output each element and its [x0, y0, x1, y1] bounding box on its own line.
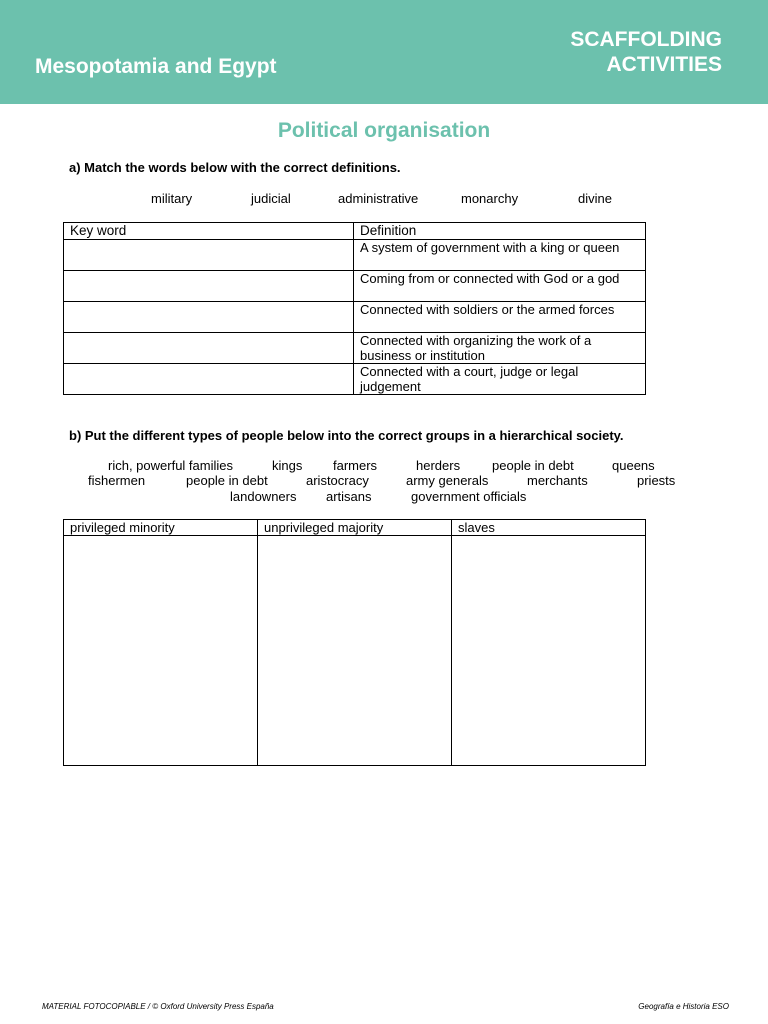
- word-bank-a-item: administrative: [338, 191, 419, 206]
- word-bank-b-item: merchants: [527, 473, 588, 488]
- word-bank-b-item: artisans: [326, 489, 372, 504]
- key-word-cell[interactable]: [64, 333, 354, 364]
- definition-cell: Connected with a court, judge or legal judgement: [354, 364, 646, 395]
- section-label-line2: ACTIVITIES: [606, 53, 722, 76]
- table-row: [64, 240, 646, 271]
- footer-copyright: MATERIAL FOTOCOPIABLE / © Oxford University Press España: [42, 1002, 274, 1011]
- unit-title: Mesopotamia and Egypt: [35, 55, 277, 78]
- definition-cell: A system of government with a king or queen: [354, 240, 646, 271]
- word-bank-a-item: monarchy: [461, 191, 519, 206]
- word-bank-a-item: military: [151, 191, 193, 206]
- header-banner: [0, 0, 768, 104]
- unprivileged-majority-cell[interactable]: [258, 536, 452, 766]
- table-header-row: [64, 520, 646, 536]
- word-bank-b-item: queens: [612, 458, 655, 473]
- key-word-cell[interactable]: [64, 364, 354, 395]
- footer-subject: Geografía e Historia ESO: [638, 1002, 729, 1011]
- part-b-instruction: b) Put the different types of people below into the correct groups in a hierarchical society.: [69, 428, 624, 443]
- privileged-minority-cell[interactable]: [64, 536, 258, 766]
- column-header-privileged-minority: privileged minority: [64, 520, 258, 536]
- table-row: [64, 364, 646, 395]
- slaves-cell[interactable]: [452, 536, 646, 766]
- word-bank-b-item: herders: [416, 458, 461, 473]
- word-bank-a-item: judicial: [251, 191, 291, 206]
- table-header-row: [64, 223, 646, 240]
- word-bank-b-item: fishermen: [88, 473, 146, 488]
- word-bank-b-item: kings: [272, 458, 303, 473]
- word-bank-b-item: people in debt: [186, 473, 268, 488]
- column-header-slaves: slaves: [452, 520, 646, 536]
- word-bank-b-item: rich, powerful families: [108, 458, 233, 473]
- part-a-instruction: a) Match the words below with the correct definitions.: [69, 160, 401, 175]
- column-header-definition: Definition: [354, 223, 646, 240]
- column-header-key-word: Key word: [64, 223, 354, 240]
- word-bank-b-item: priests: [637, 473, 676, 488]
- section-label: [502, 27, 722, 77]
- key-word-cell[interactable]: [64, 302, 354, 333]
- table-row: [64, 333, 646, 364]
- keyword-definition-table: [63, 222, 646, 395]
- section-label-line1: SCAFFOLDING: [570, 28, 722, 51]
- word-bank-b-item: aristocracy: [306, 473, 369, 488]
- word-bank-b-item: army generals: [406, 473, 489, 488]
- definition-cell: Coming from or connected with God or a god: [354, 271, 646, 302]
- word-bank-b-item: landowners: [230, 489, 297, 504]
- column-header-unprivileged-majority: unprivileged majority: [258, 520, 452, 536]
- page-title: Political organisation: [277, 119, 491, 142]
- table-row: [64, 271, 646, 302]
- key-word-cell[interactable]: [64, 271, 354, 302]
- table-row: [64, 302, 646, 333]
- key-word-cell[interactable]: [64, 240, 354, 271]
- word-bank-b-item: people in debt: [492, 458, 574, 473]
- word-bank-b-item: farmers: [333, 458, 378, 473]
- word-bank-a-item: divine: [578, 191, 612, 206]
- definition-cell: Connected with soldiers or the armed forces: [354, 302, 646, 333]
- table-row: [64, 536, 646, 766]
- social-groups-table: [63, 519, 646, 766]
- definition-cell: Connected with organizing the work of a business or institution: [354, 333, 646, 364]
- word-bank-b-item: government officials: [411, 489, 527, 504]
